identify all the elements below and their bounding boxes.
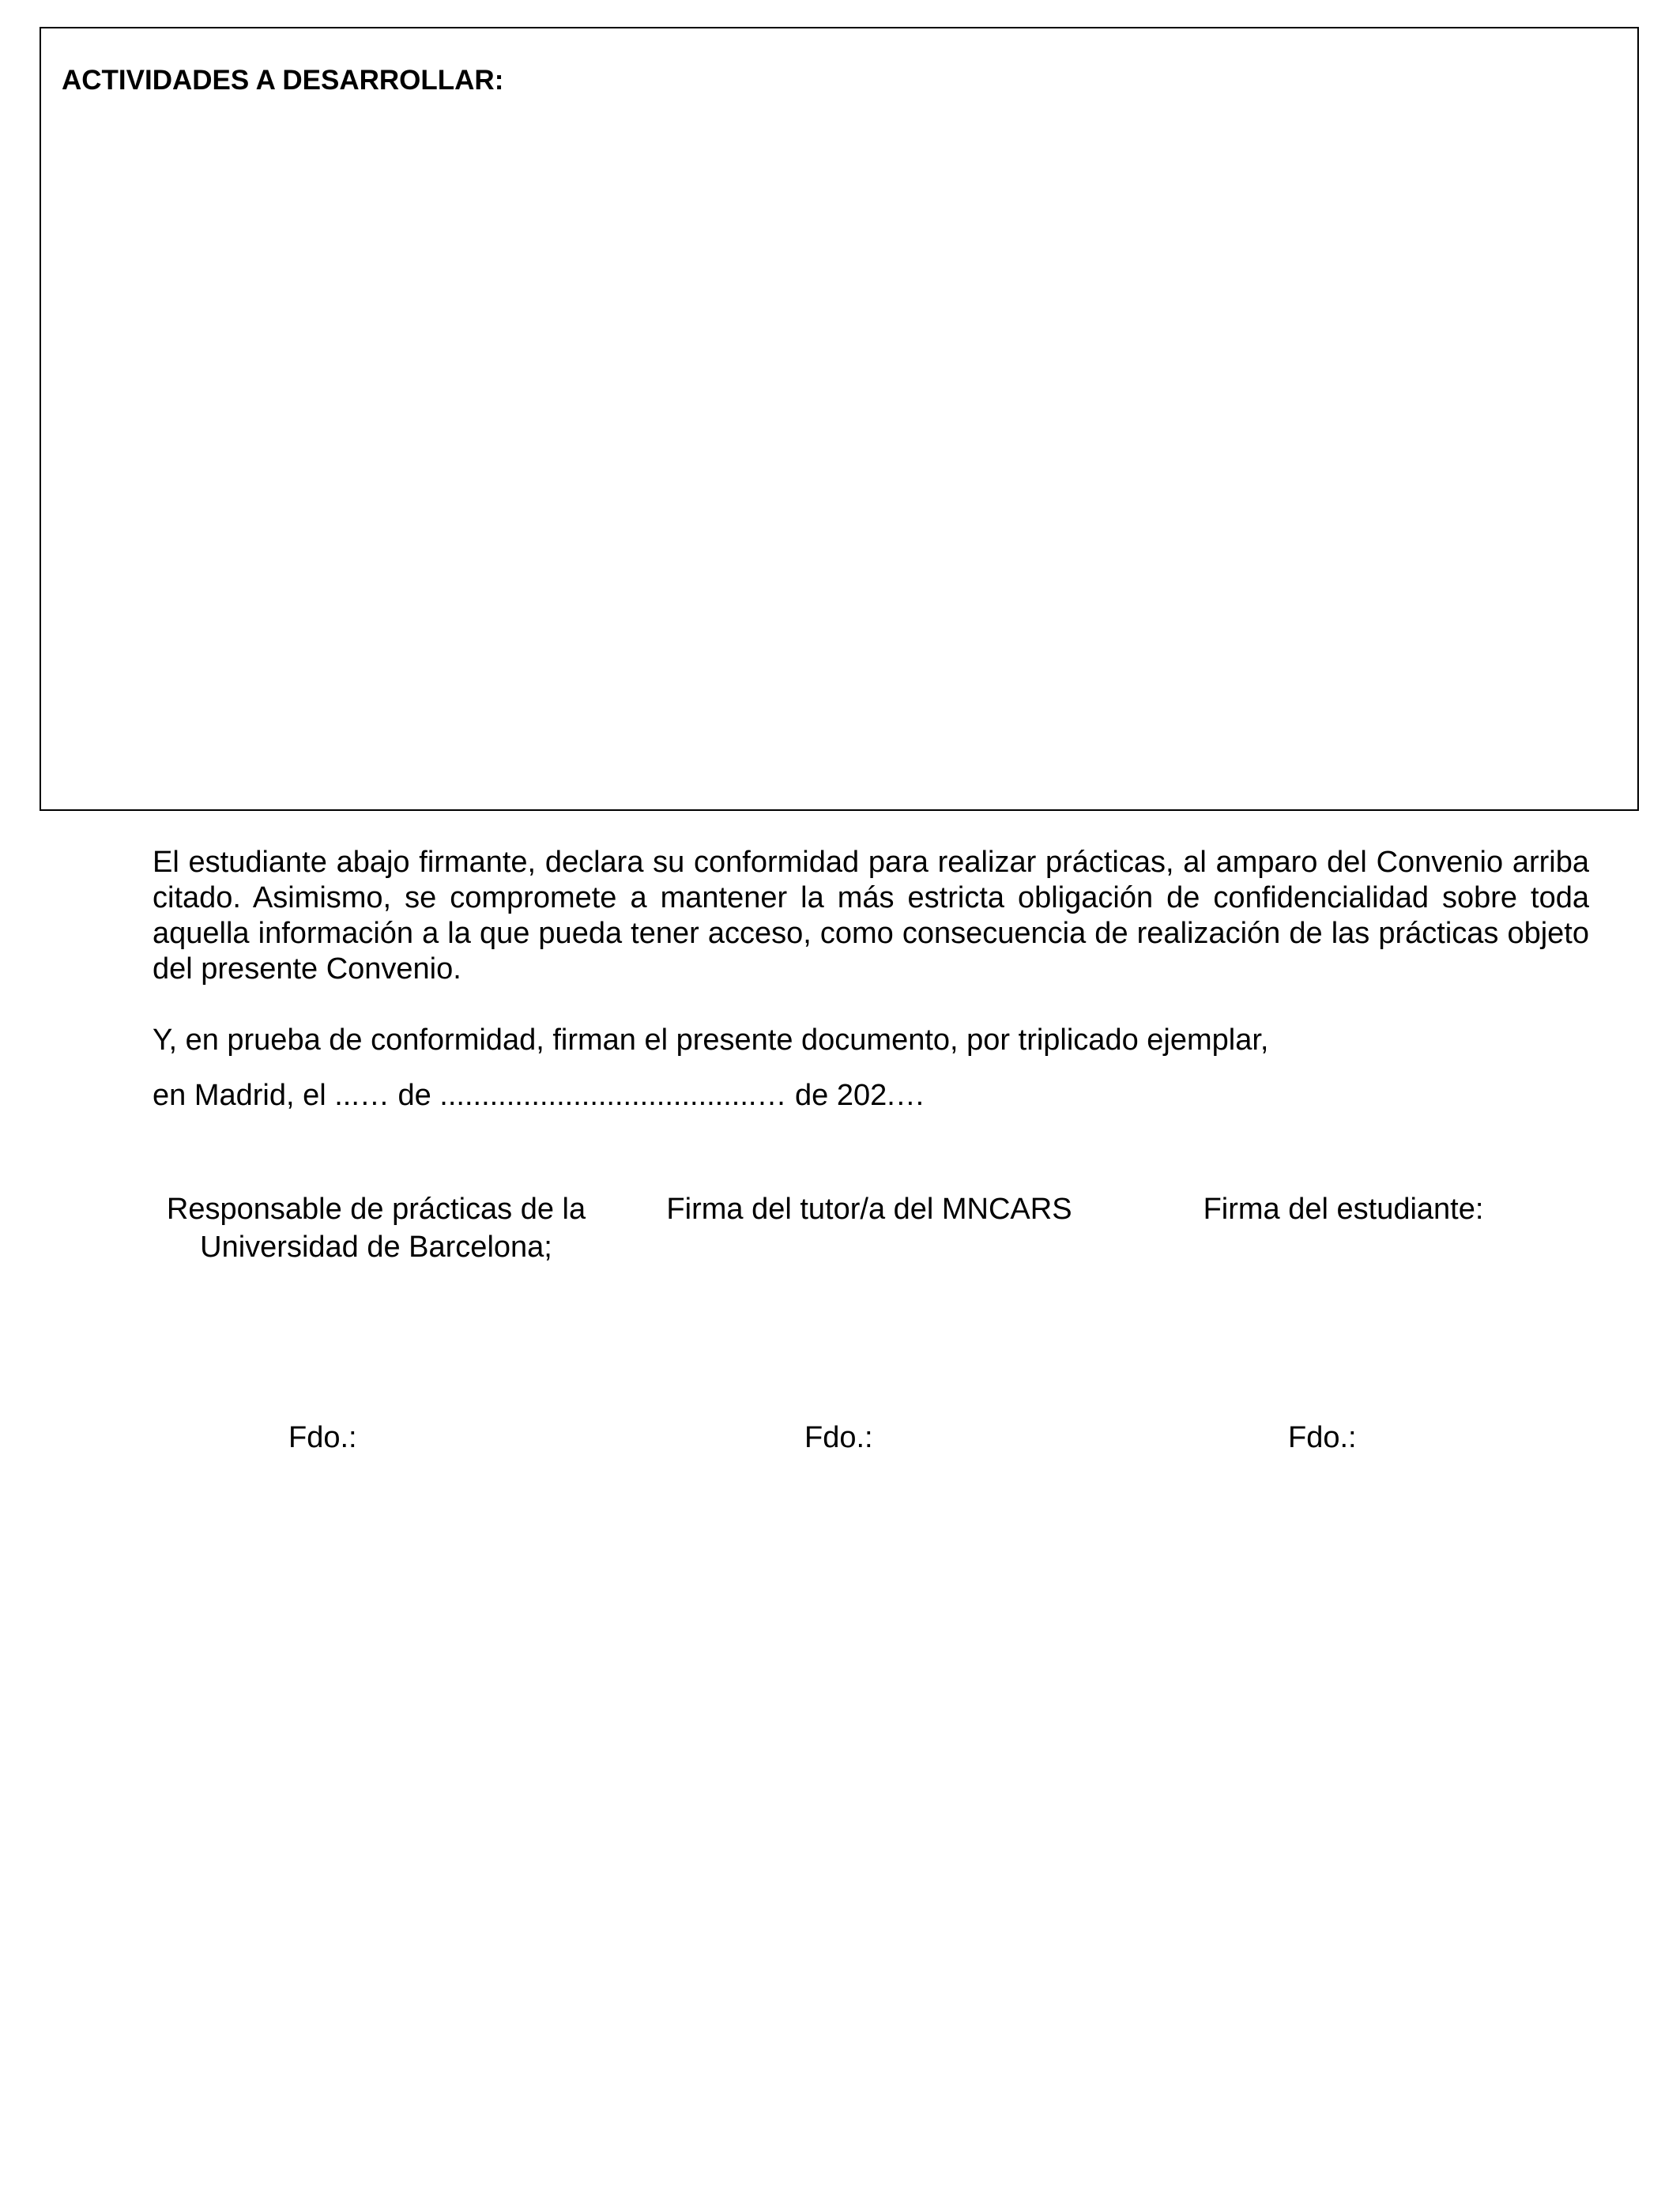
signature-heading-student bbox=[1146, 1190, 1541, 1228]
signature-heading-line: Universidad de Barcelona; bbox=[200, 1231, 552, 1264]
signature-heading-university bbox=[147, 1190, 605, 1266]
declaration-paragraph: El estudiante abajo firmante, declara su conformidad para realizar prácticas, al amparo del Convenio arriba citado. Asimismo, se compromete a mantener la más estricta obligación de confidencialidad sobre toda aquella información a la que pueda tener acceso, como consecuencia de realización de las prácticas objeto del presente Convenio. bbox=[153, 846, 1589, 986]
signature-heading-line: Firma del estudiante: bbox=[1203, 1193, 1484, 1226]
signature-heading-line: Responsable de prácticas de la bbox=[166, 1193, 586, 1226]
signature-heading-tutor bbox=[632, 1190, 1106, 1228]
date-line: en Madrid, el ...… de ......................................… de 202.… bbox=[153, 1079, 925, 1112]
activities-title: ACTIVIDADES A DESARROLLAR: bbox=[62, 65, 504, 96]
agreement-statement: Y, en prueba de conformidad, firman el presente documento, por triplicado ejemplar, bbox=[153, 1023, 1269, 1057]
signature-heading-line: Firma del tutor/a del MNCARS bbox=[666, 1193, 1072, 1226]
fdo-tutor: Fdo.: bbox=[804, 1421, 873, 1454]
fdo-university: Fdo.: bbox=[288, 1421, 357, 1454]
activities-box bbox=[40, 27, 1639, 811]
fdo-student: Fdo.: bbox=[1288, 1421, 1357, 1454]
